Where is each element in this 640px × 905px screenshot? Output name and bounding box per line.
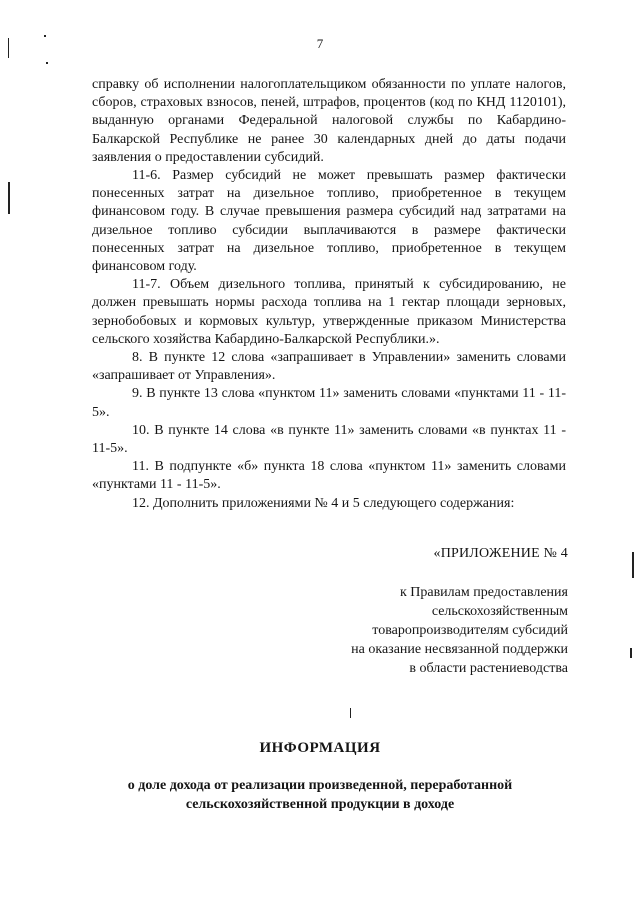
paragraph-11-7: 11-7. Объем дизельного топлива, принятый к субсидированию, не должен превышать нормы расхода топлива на 1 гектар площади зерновых, зернобобовых и кормовых культур, утвержденные приказом Министерства сельского хозяйства Кабардино-Балкарской Республики.». [92,277,566,347]
scan-mark [8,182,10,214]
scan-mark [630,648,632,658]
paragraph-10: 10. В пункте 14 слова «в пункте 11» заменить словами «в пунктах 11 - 11-5». [92,422,566,457]
paragraph-certificate: справку об исполнении налогоплательщиком обязанности по уплате налогов, сборов, страховых взносов, пеней, штрафов, процентов (код по КНД 1120101), выданную органами Федеральной налоговой службы по Кабардино-Балкарской Республике не ранее 30 календарных дней до даты подачи заявления о предоставлении субсидий. [92,77,566,165]
paragraph-9: 9. В пункте 13 слова «пунктом 11» заменить словами «пунктами 11 - 11-5». [92,386,566,420]
scan-mark [632,552,634,578]
page-number: 7 [316,36,324,51]
info-heading: ИНФОРМАЦИЯ [259,740,381,756]
scan-mark [8,38,9,58]
appendix-line: в области растениеводства [409,661,568,676]
appendix-line: на оказание несвязанной поддержки [351,642,568,657]
appendix-line: товаропроизводителям субсидий [372,623,568,638]
paragraph-12: 12. Дополнить приложениями № 4 и 5 следующего содержания: [132,495,515,511]
paragraph-11: 11. В подпункте «б» пункта 18 слова «пунктом 11» заменить словами «пунктами 11 - 11-5». [92,459,566,493]
paragraph-11-6: 11-6. Размер субсидий не может превышать размер фактически понесенных затрат на дизельное топливо, приобретенное в текущем финансовом году. В случае превышения размера субсидий над затратами на дизельное топливо субсидии выплачиваются в размере фактически понесенных затрат на дизельное топливо, приобретенное в текущем финансовом году. [92,168,566,275]
body-text [92,76,566,513]
scan-mark [44,35,46,37]
info-subheading [0,776,640,814]
paragraph-8: 8. В пункте 12 слова «запрашивает в Управлении» заменить словами «запрашивает от Управления». [92,350,566,384]
appendix-line: сельскохозяйственным [431,604,568,619]
info-subheading-line: о доле дохода от реализации произведенной, переработанной [127,778,513,793]
appendix-title: «ПРИЛОЖЕНИЕ № 4 [433,546,568,561]
scan-mark [350,708,351,718]
scan-mark [46,62,48,64]
appendix-line: к Правилам предоставления [399,585,568,600]
info-subheading-line: сельскохозяйственной продукции в доходе [185,797,455,812]
appendix-reference [288,583,568,678]
